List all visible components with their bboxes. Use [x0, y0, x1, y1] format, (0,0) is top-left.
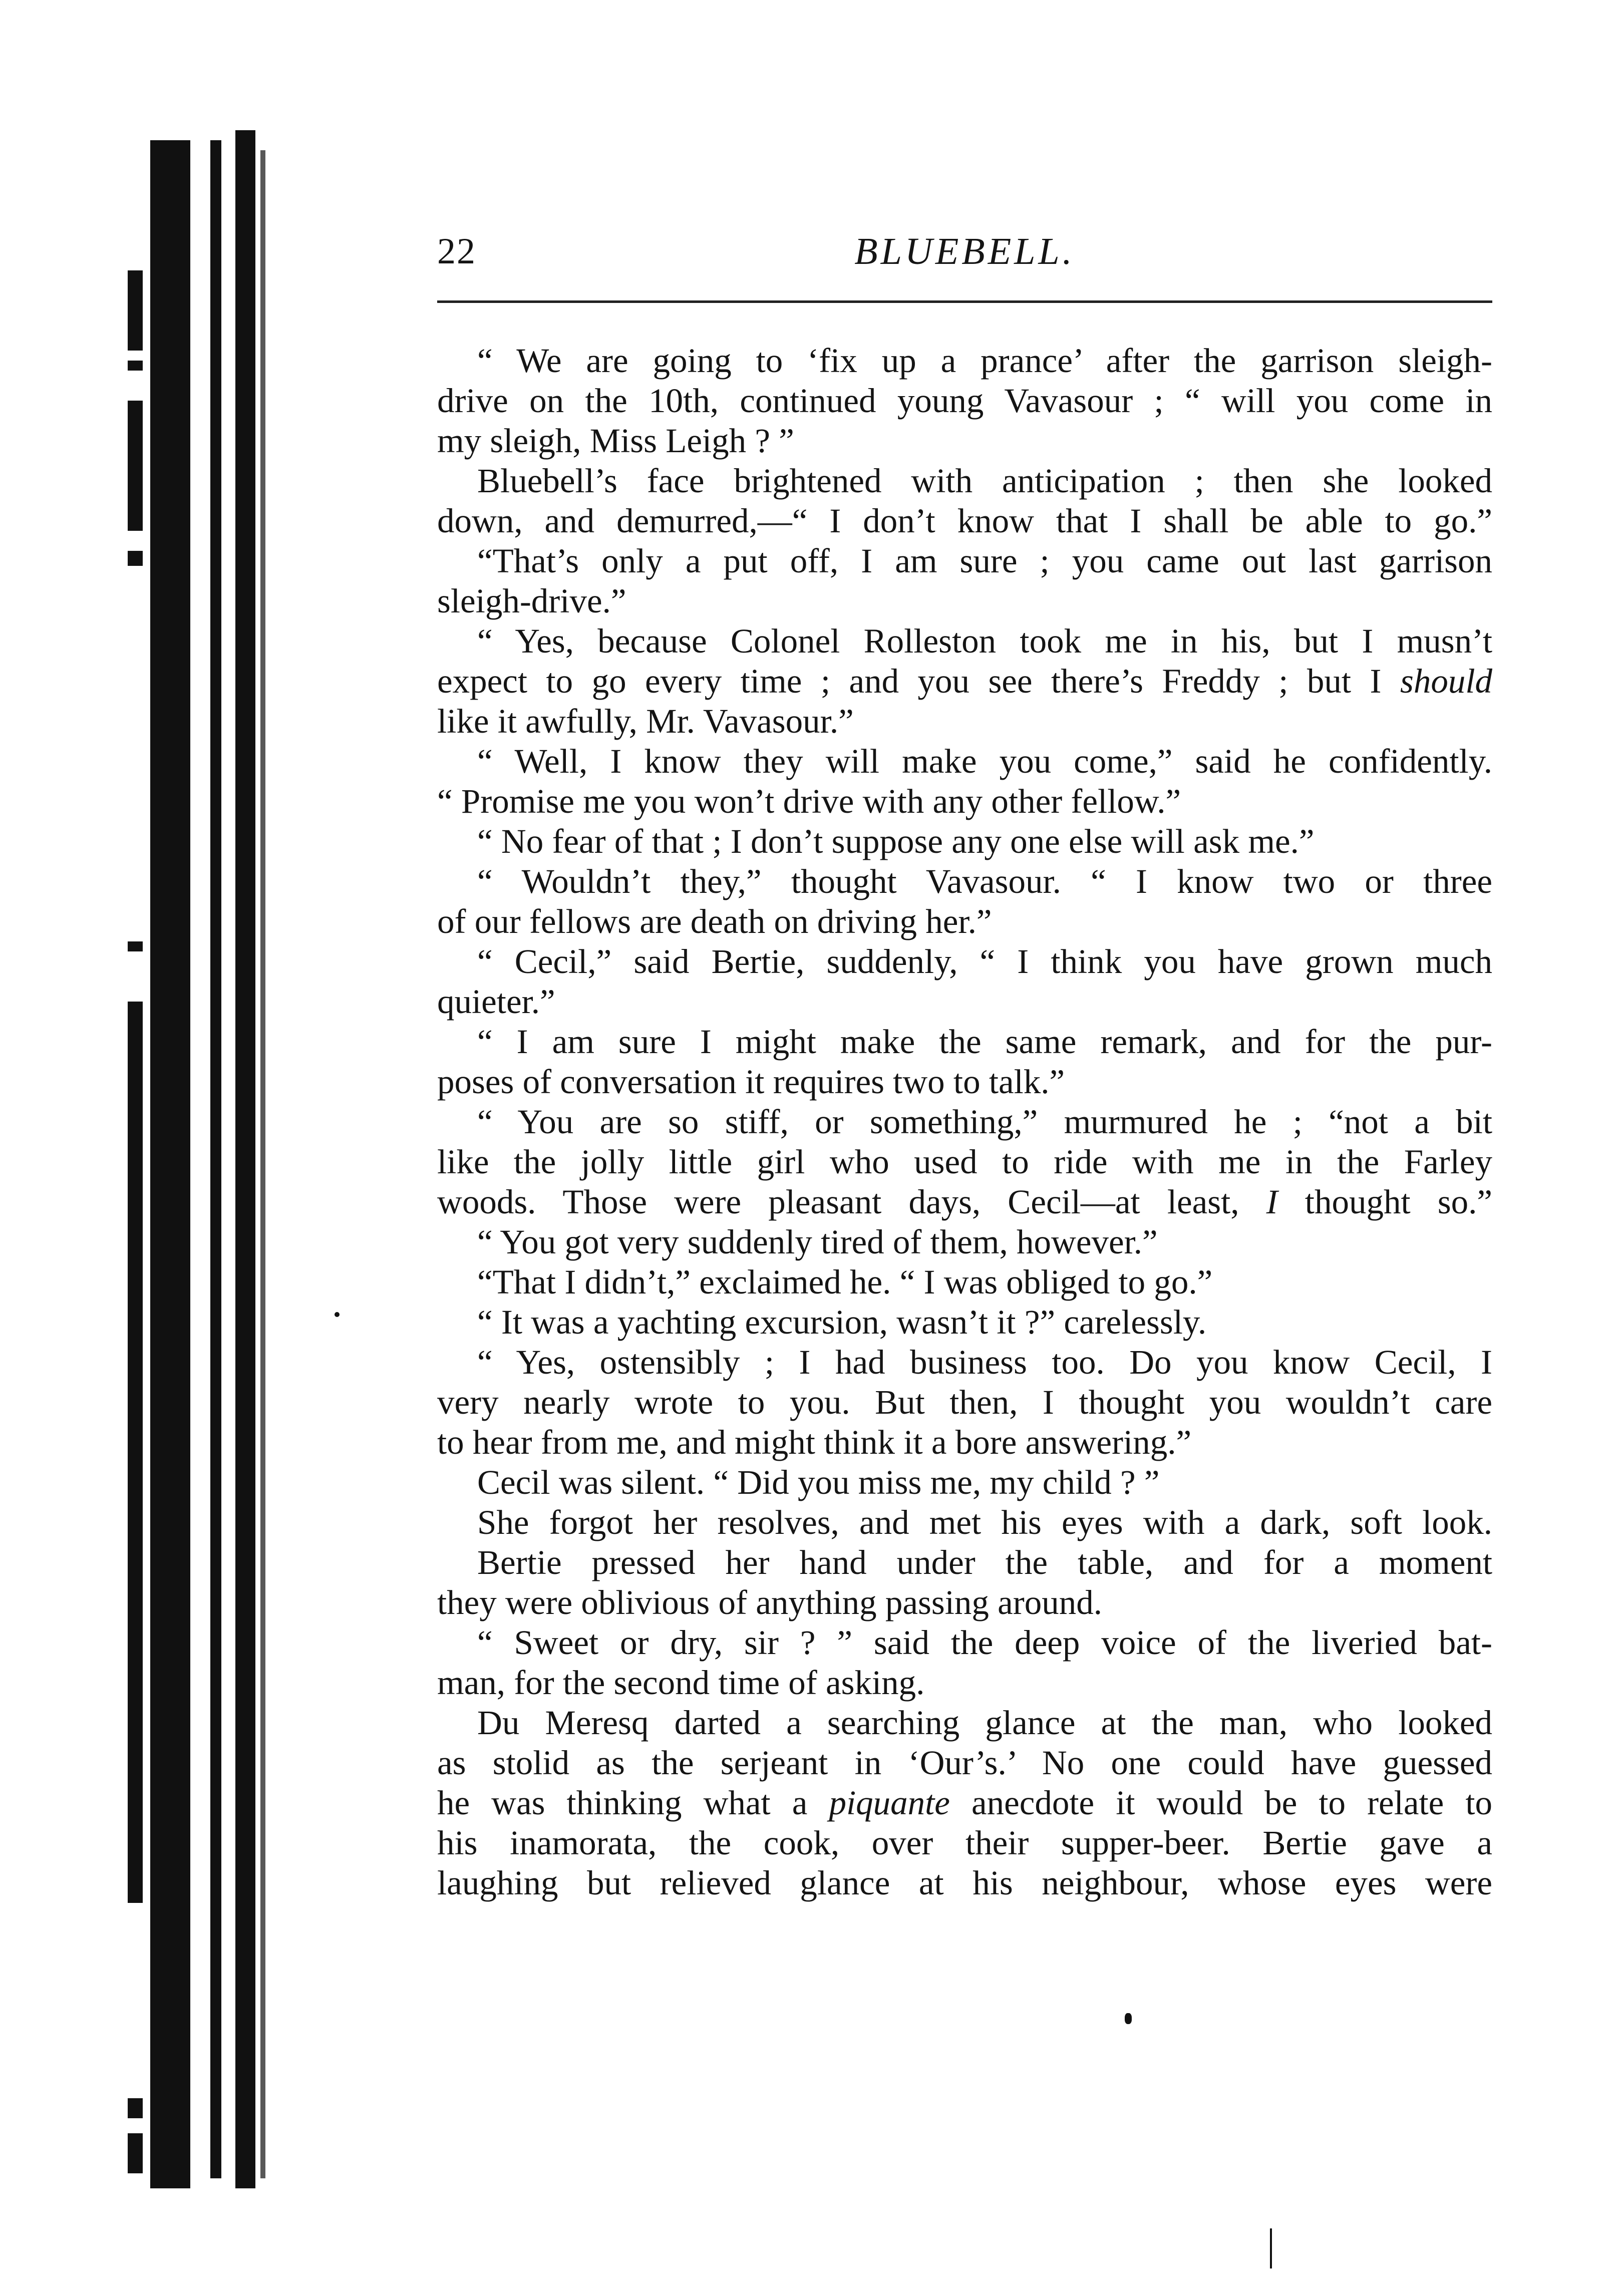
binding-gutter	[0, 0, 351, 2284]
text-segment: he was thinking what a	[437, 1784, 829, 1822]
text-line: “ Sweet or dry, sir ? ” said the deep voice of the liveried bat-	[477, 1623, 1492, 1662]
text-line: “That I didn’t,” exclaimed he. “ I was obliged to go.”	[477, 1263, 1213, 1301]
text-line	[437, 1783, 1492, 1823]
text-segment: anecdote it would be to relate to	[949, 1784, 1492, 1822]
text-line	[437, 661, 1492, 701]
text-line: very nearly wrote to you. But then, I thought you wouldn’t care	[437, 1383, 1492, 1421]
text-line	[437, 1182, 1492, 1222]
text-line: “That’s only a put off, I am sure ; you came out last garrison	[477, 542, 1492, 580]
text-line: “ Promise me you won’t drive with any other fellow.”	[437, 782, 1181, 820]
text-line: man, for the second time of asking.	[437, 1664, 925, 1702]
text-line: my sleigh, Miss Leigh ? ”	[437, 422, 794, 460]
text-line: “ Well, I know they will make you come,” said he confidently.	[477, 742, 1492, 780]
text-segment: expect to go every time ; and you see there’s Freddy ; but I	[437, 662, 1400, 700]
text-line: of our fellows are death on driving her.”	[437, 902, 992, 940]
text-line: “ It was a yachting excursion, wasn’t it ?” carelessly.	[477, 1303, 1207, 1341]
ink-speck	[335, 1312, 340, 1317]
italic-text: should	[1400, 662, 1492, 700]
text-line: to hear from me, and might think it a bore answering.”	[437, 1423, 1192, 1461]
text-line: “ Cecil,” said Bertie, suddenly, “ I think you have grown much	[477, 942, 1492, 981]
italic-text: piquante	[829, 1784, 950, 1822]
header-rule	[437, 300, 1492, 303]
text-line: “ You are so stiff, or something,” murmured he ; “not a bit	[477, 1103, 1492, 1141]
text-line: they were oblivious of anything passing around.	[437, 1583, 1103, 1621]
text-line: like the jolly little girl who used to ride with me in the Farley	[437, 1143, 1492, 1181]
text-line: down, and demurred,—“ I don’t know that I shall be able to go.”	[437, 502, 1492, 540]
text-line: poses of conversation it requires two to talk.”	[437, 1063, 1065, 1101]
text-line: She forgot her resolves, and met his eyes with a dark, soft look.	[477, 1503, 1492, 1541]
text-line: “ We are going to ‘fix up a prance’ after the garrison sleigh-	[477, 342, 1492, 380]
running-head	[437, 226, 1492, 286]
text-line: like it awfully, Mr. Vavasour.”	[437, 702, 854, 740]
text-line: sleigh-drive.”	[437, 582, 626, 620]
text-line: Bluebell’s face brightened with anticipation ; then she looked	[477, 462, 1492, 500]
text-segment: thought so.”	[1277, 1183, 1492, 1221]
text-line: Bertie pressed her hand under the table, and for a moment	[477, 1543, 1492, 1581]
text-line: “ I am sure I might make the same remark, and for the pur-	[477, 1023, 1492, 1061]
text-line: “ You got very suddenly tired of them, however.”	[477, 1223, 1158, 1261]
text-segment: woods. Those were pleasant days, Cecil—at least,	[437, 1183, 1266, 1221]
text-line: his inamorata, the cook, over their supper-beer. Bertie gave a	[437, 1824, 1492, 1862]
text-line: “ No fear of that ; I don’t suppose any one else will ask me.”	[477, 822, 1315, 860]
text-line: “ Wouldn’t they,” thought Vavasour. “ I know two or three	[477, 862, 1492, 900]
scan-mark	[1270, 2228, 1272, 2268]
text-line: quieter.”	[437, 983, 555, 1021]
italic-text: I	[1266, 1183, 1278, 1221]
text-line: “ Yes, ostensibly ; I had business too. Do you know Cecil, I	[477, 1343, 1492, 1381]
running-title: BLUEBELL.	[854, 230, 1075, 272]
text-line: drive on the 10th, continued young Vavasour ; “ will you come in	[437, 382, 1492, 420]
ink-speck	[1125, 2013, 1132, 2024]
text-line: Cecil was silent. “ Did you miss me, my child ? ”	[477, 1463, 1160, 1501]
page-number: 22	[437, 231, 476, 272]
text-line: as stolid as the serjeant in ‘Our’s.’ No one could have guessed	[437, 1744, 1492, 1782]
body-text	[437, 341, 1492, 1903]
text-line: laughing but relieved glance at his neighbour, whose eyes were	[437, 1864, 1492, 1902]
text-line: Du Meresq darted a searching glance at the man, who looked	[477, 1704, 1492, 1742]
text-line: “ Yes, because Colonel Rolleston took me in his, but I musn’t	[477, 622, 1492, 660]
